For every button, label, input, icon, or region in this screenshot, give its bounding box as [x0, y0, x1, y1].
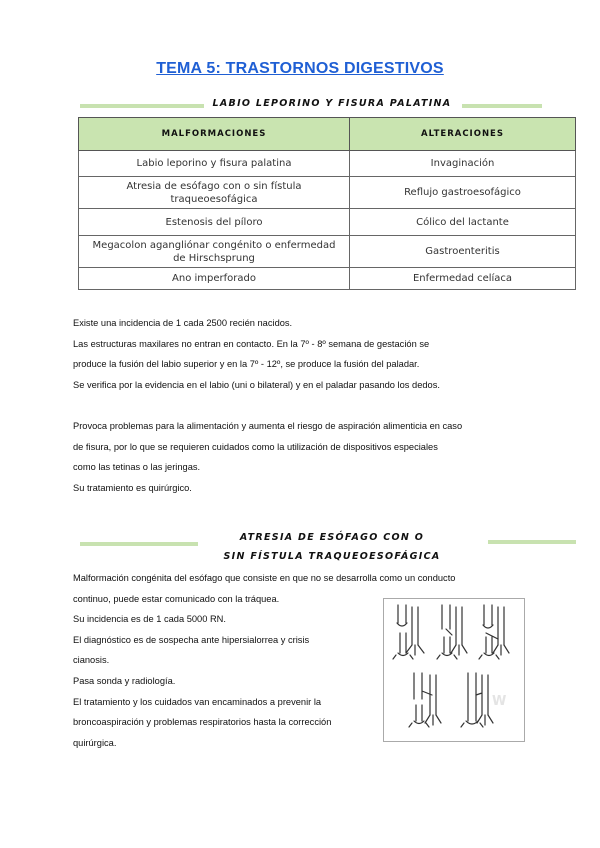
table-cell: Reflujo gastroesofágico [350, 177, 576, 209]
decorative-green-bar [488, 540, 576, 544]
table-header-row [79, 118, 576, 151]
paragraph-line: cianosis. [73, 655, 110, 666]
table-cell: Megacolon agangliónar congénito o enfermedad de Hirschsprung [79, 236, 350, 268]
page-title: TEMA 5: TRASTORNOS DIGESTIVOS [156, 60, 444, 77]
table-row [79, 268, 576, 290]
decorative-green-bar [80, 104, 204, 108]
table-header-alteraciones: ALTERACIONES [350, 118, 576, 151]
atresia-type-c-icon [479, 605, 509, 659]
paragraph-line: Existe una incidencia de 1 cada 2500 recién nacidos. [73, 318, 293, 328]
paragraph-line: El diagnóstico es de sospecha ante hipersialorrea y crisis [73, 634, 310, 645]
atresia-type-b-icon [437, 605, 467, 659]
malformations-table [78, 117, 576, 290]
esophageal-atresia-figure [383, 598, 525, 742]
section-heading-line: ATRESIA DE ESÓFAGO CON O [239, 532, 425, 543]
svg-text:W: W [492, 694, 507, 709]
paragraph-line: quirúrgica. [73, 737, 117, 748]
section-heading-labio: LABIO LEPORINO Y FISURA PALATINA [212, 98, 452, 109]
table-cell: Atresia de esófago con o sin fístula traqueoesofágica [79, 177, 350, 209]
paragraph-line: Pasa sonda y radiología. [73, 675, 176, 686]
section1-body [73, 313, 462, 498]
section-heading-atresia [200, 528, 464, 566]
paragraph-line: Provoca problemas para la alimentación y aumenta el riesgo de aspiración alimenticia en caso [73, 420, 463, 431]
paragraph-line: Su tratamiento es quirúrgico. [73, 482, 192, 493]
table-cell: Estenosis del píloro [79, 209, 350, 236]
table-row [79, 151, 576, 177]
atresia-type-e-icon [461, 673, 493, 727]
table-cell: Enfermedad celíaca [350, 268, 576, 290]
paragraph-line: de fisura, por lo que se requieren cuidados como la utilización de dispositivos especiales [73, 441, 438, 452]
paragraph-line: Malformación congénita del esófago que consiste en que no se desarrolla como un conducto [73, 573, 456, 583]
decorative-green-bar [462, 104, 542, 108]
paragraph-line: Su incidencia es de 1 cada 5000 RN. [73, 614, 226, 625]
table-cell: Labio leporino y fisura palatina [79, 151, 350, 177]
section-heading-line: SIN FÍSTULA TRAQUEOESOFÁGICA [223, 551, 441, 562]
table-header-malformaciones: MALFORMACIONES [79, 118, 350, 151]
atresia-type-a-icon [393, 605, 424, 659]
table-row [79, 236, 576, 268]
esophageal-atresia-types-icon [384, 599, 524, 741]
table-cell: Cólico del lactante [350, 209, 576, 236]
paragraph-line: Se verifica por la evidencia en el labio (uni o bilateral) y en el paladar pasando los dedos. [73, 379, 440, 390]
table-row [79, 177, 576, 209]
paragraph-line: broncoaspiración y problemas respiratorios hasta la corrección [73, 717, 332, 728]
paragraph-line: Las estructuras maxilares no entran en contacto. En la 7º - 8º semana de gestación se [73, 338, 430, 349]
paragraph-line: El tratamiento y los cuidados van encaminados a prevenir la [73, 696, 322, 707]
table-cell: Gastroenteritis [350, 236, 576, 268]
table-row [79, 209, 576, 236]
atresia-type-d-icon [409, 673, 441, 727]
table-cell: Ano imperforado [79, 268, 350, 290]
paragraph-spacer [73, 395, 462, 416]
paragraph-line: continuo, puede estar comunicado con la tráquea. [73, 593, 280, 604]
table-cell: Invaginación [350, 151, 576, 177]
paragraph-line: produce la fusión del labio superior y en la 7º - 12º, se produce la fusión del paladar. [73, 359, 420, 370]
decorative-green-bar [80, 542, 198, 546]
paragraph-line: como las tetinas o las jeringas. [73, 462, 201, 473]
